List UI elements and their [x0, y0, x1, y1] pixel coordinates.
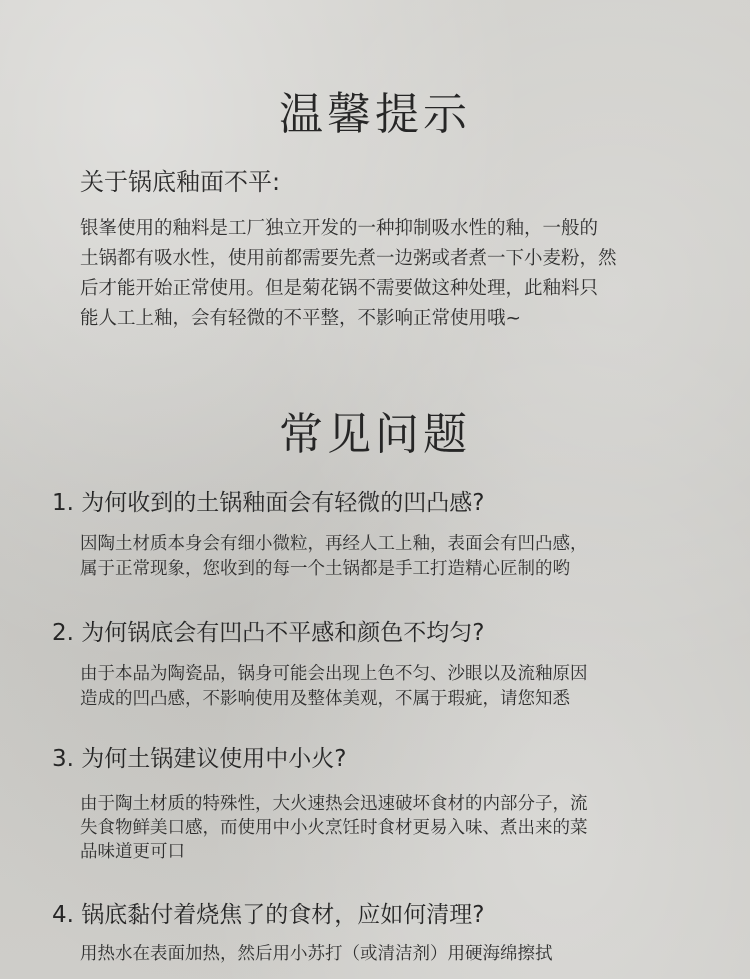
tips-line: 银峯使用的釉料是工厂独立开发的一种抑制吸水性的釉，一般的: [80, 218, 599, 239]
tips-title: 温馨提示: [279, 89, 471, 140]
faq-question-3: 3. 为何土锅建议使用中小火?: [52, 746, 347, 772]
faq-answer-line: 由于陶土材质的特殊性，大火速热会迅速破坏食材的内部分子，流: [80, 794, 588, 814]
faq-question-1: 1. 为何收到的土锅釉面会有轻微的凹凸感?: [52, 490, 485, 516]
faq-answer-line: 造成的凹凸感，不影响使用及整体美观，不属于瑕疵，请您知悉: [80, 689, 570, 709]
tips-line: 土锅都有吸水性，使用前都需要先煮一边粥或者煮一下小麦粉，然: [80, 248, 617, 269]
faq-answer-line: 因陶土材质本身会有细小微粒，再经人工上釉，表面会有凹凸感，: [80, 534, 588, 554]
faq-answer-line: 由于本品为陶瓷品，锅身可能会出现上色不匀、沙眼以及流釉原因: [80, 664, 588, 684]
tips-subtitle: 关于锅底釉面不平:: [80, 168, 281, 196]
tips-line: 能人工上釉，会有轻微的不平整，不影响正常使用哦~: [80, 308, 522, 329]
faq-question-2: 2. 为何锅底会有凹凸不平感和颜色不均匀?: [52, 620, 485, 646]
faq-answer-line: 用热水在表面加热，然后用小苏打（或清洁剂）用硬海绵擦拭: [80, 944, 553, 964]
faq-question-4: 4. 锅底黏付着烧焦了的食材，应如何清理?: [52, 902, 485, 928]
faq-title: 常见问题: [279, 409, 471, 460]
faq-answer-line: 失食物鲜美口感，而使用中小火烹饪时食材更易入味、煮出来的菜: [80, 818, 588, 838]
tips-line: 后才能开始正常使用。但是菊花锅不需要做这种处理，此釉料只: [80, 278, 599, 299]
faq-answer-line: 品味道更可口: [80, 842, 185, 862]
faq-answer-line: 属于正常现象，您收到的每一个土锅都是手工打造精心匠制的哟: [80, 559, 570, 579]
